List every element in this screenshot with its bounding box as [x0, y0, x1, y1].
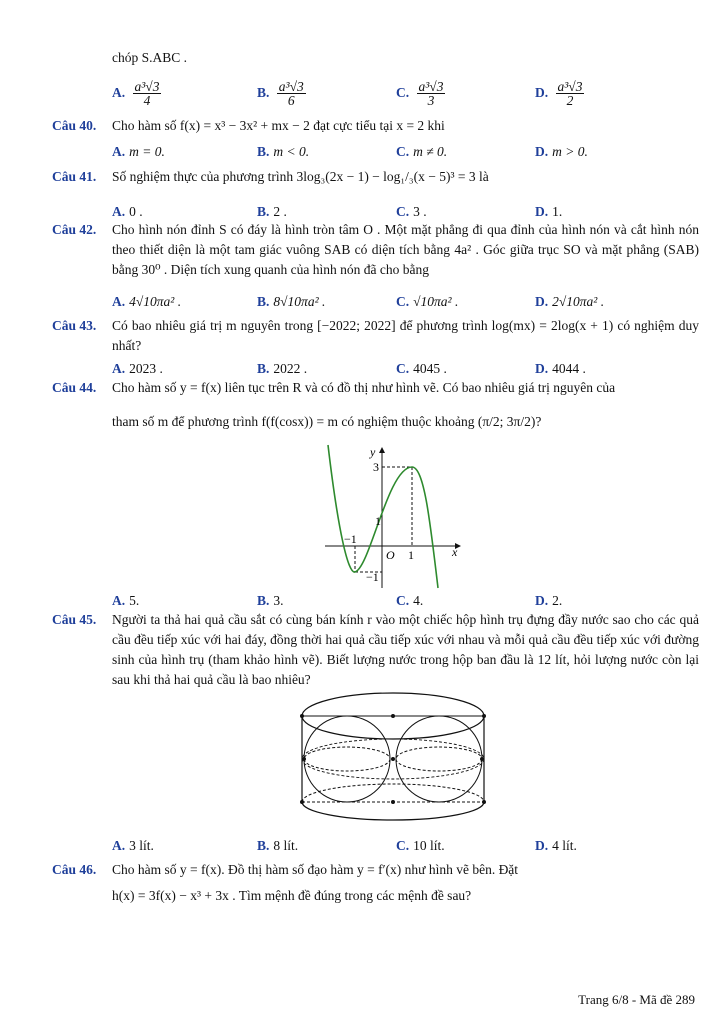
q44-option-d[interactable]: D. 2.: [535, 593, 563, 608]
q46-line2: h(x) = 3f(x) − x³ + 3x . Tìm mệnh đề đúng trong các mệnh đề sau?: [112, 888, 472, 903]
q39-options: [0, 74, 725, 114]
q39-option-a[interactable]: A. $\frac{\text{a³√3}}{4}$: [112, 79, 160, 108]
q45-sphere-left-equator: [304, 747, 390, 771]
q45-option-b[interactable]: B. 8 lít.: [257, 838, 299, 853]
page-footer: Trang 6/8 - Mã đề 289: [578, 992, 695, 1007]
q39-option-a-frac: $\frac{\text{a³√3}}{4}$: [134, 79, 160, 108]
q39-option-c[interactable]: C. $\frac{\text{a³√3}}{3}$: [396, 79, 444, 108]
q45-bottom-front: [302, 802, 484, 820]
q43-option-a[interactable]: A. 2023 .: [112, 361, 163, 376]
q45-text: Người ta thả hai quả cầu sắt có cùng bán kính r vào một chiếc hộp hình trụ đựng đầy nước sao cho các quả cầu đều tiếp xúc với hai đáy, đồng thời hai quả cầu tiếp xúc với nhau và mỗi quả cầu đều tiếp xúc với đường sinh của hình trụ (tham khảo hình vẽ). Biết lượng nước trong hộp ban đầu là 12 lít, hỏi lượng nước còn lại sau khi thả hai quả cầu là bao nhiêu?: [112, 612, 699, 687]
q44-origin-label: O: [386, 548, 395, 562]
q40-option-b[interactable]: B. m < 0.: [257, 144, 310, 159]
q45-point-tc: [391, 714, 395, 718]
q41-option-c[interactable]: C. 3 .: [396, 204, 427, 219]
q44-option-b[interactable]: B. 3.: [257, 593, 284, 608]
q43-option-c[interactable]: C. 4045 .: [396, 361, 447, 376]
q45-point-tl: [300, 714, 304, 718]
q44-number: Câu 44.: [52, 380, 97, 395]
q44-tick-x1: 1: [408, 548, 414, 562]
q44-option-a[interactable]: A. 5.: [112, 593, 140, 608]
q41-option-b[interactable]: B. 2 .: [257, 204, 287, 219]
q45-point-center: [391, 757, 395, 761]
q45-number: Câu 45.: [52, 612, 97, 627]
q42-text: Cho hình nón đỉnh S có đáy là hình tròn tâm O . Một mặt phẳng đi qua đỉnh của hình nón và cắt hình nón theo thiết diện là một tam giác vuông SAB có diện tích bằng 4a² . Góc giữa trục SO và mặt phẳng (SAB) bằng 30⁰ . Diện tích xung quanh của hình nón đã cho bằng: [112, 222, 699, 277]
q42-option-c[interactable]: C. √10πa² .: [396, 294, 459, 309]
q44-line1: Cho hàm số y = f(x) liên tục trên R và có đồ thị như hình vẽ. Có bao nhiêu giá trị nguyên của: [112, 380, 616, 395]
q44-y-label: y: [370, 445, 376, 459]
q40-option-c[interactable]: C. m ≠ 0.: [396, 144, 448, 159]
q45-point-bc: [391, 800, 395, 804]
q43-option-b[interactable]: B. 2022 .: [257, 361, 308, 376]
q45-bottom-back: [302, 784, 484, 802]
q39-option-b-frac: $\frac{\text{a³√3}}{6}$: [278, 79, 304, 108]
q40-option-d[interactable]: D. m > 0.: [535, 144, 588, 159]
q39-option-d[interactable]: D. $\frac{\text{a³√3}}{2}$: [535, 79, 583, 108]
q43-number: Câu 43.: [52, 318, 97, 333]
q41-option-d[interactable]: D. 1.: [535, 204, 563, 219]
q44-curve: [328, 445, 438, 588]
q45-point-bl: [300, 800, 304, 804]
q45-point-tr: [482, 714, 486, 718]
q44-tick-yneg1: −1: [366, 570, 379, 584]
q45-cylinder-figure: [298, 690, 488, 822]
q45-sphere-left: [304, 716, 390, 802]
q44-x-label: x: [452, 545, 458, 559]
q41-option-a[interactable]: A. 0 .: [112, 204, 143, 219]
q44-option-c[interactable]: C. 4.: [396, 593, 424, 608]
q42-number: Câu 42.: [52, 222, 97, 237]
q44-tick-xneg1: −1: [344, 532, 357, 546]
q45-sphere-right-equator: [396, 747, 482, 771]
q43-option-d[interactable]: D. 4044 .: [535, 361, 586, 376]
q46-number: Câu 46.: [52, 862, 97, 877]
q43-text: Có bao nhiêu giá trị m nguyên trong [−2022; 2022] để phương trình log(mx) = 2log(x + 1) có nghiệm duy nhất?: [112, 318, 699, 353]
q45-option-d[interactable]: D. 4 lít.: [535, 838, 577, 853]
q45-point-br: [482, 800, 486, 804]
q46-line1: Cho hàm số y = f(x). Đồ thị hàm số đạo hàm y = f′(x) như hình vẽ bên. Đặt: [112, 862, 519, 877]
q44-graph: [320, 440, 470, 590]
q45-option-a[interactable]: A. 3 lít.: [112, 838, 154, 853]
q45-option-c[interactable]: C. 10 lít.: [396, 838, 445, 853]
q39-option-c-frac: $\frac{\text{a³√3}}{3}$: [418, 79, 444, 108]
q40-text: Cho hàm số f(x) = x³ − 3x² + mx − 2 đạt cực tiểu tại x = 2 khi: [112, 118, 445, 133]
q40-number: Câu 40.: [52, 118, 97, 133]
q41-number: Câu 41.: [52, 169, 97, 184]
q42-option-a[interactable]: A. 4√10πa² .: [112, 294, 182, 309]
q42-option-b[interactable]: B. 8√10πa² .: [257, 294, 326, 309]
q44-tick-y1: 1: [375, 514, 381, 528]
q40-option-a[interactable]: A. m = 0.: [112, 144, 165, 159]
q42-option-d[interactable]: D. 2√10πa² .: [535, 294, 605, 309]
q39-option-d-frac: $\frac{\text{a³√3}}{2}$: [557, 79, 583, 108]
q39-tail: chóp S.ABC .: [112, 50, 188, 65]
q44-line2: tham số m để phương trình f(f(cosx)) = m có nghiệm thuộc khoảng (π/2; 3π/2)?: [112, 414, 542, 429]
q45-point-ml: [302, 757, 306, 761]
q45-point-mr: [480, 757, 484, 761]
q41-text: Số nghiệm thực của phương trình 3log₃(2x − 1) − log₁/₃(x − 5)³ = 3 là: [112, 169, 489, 184]
q44-tick-y3: 3: [373, 460, 379, 474]
q39-option-b[interactable]: B. $\frac{\text{a³√3}}{6}$: [257, 79, 304, 108]
q45-sphere-right: [396, 716, 482, 802]
